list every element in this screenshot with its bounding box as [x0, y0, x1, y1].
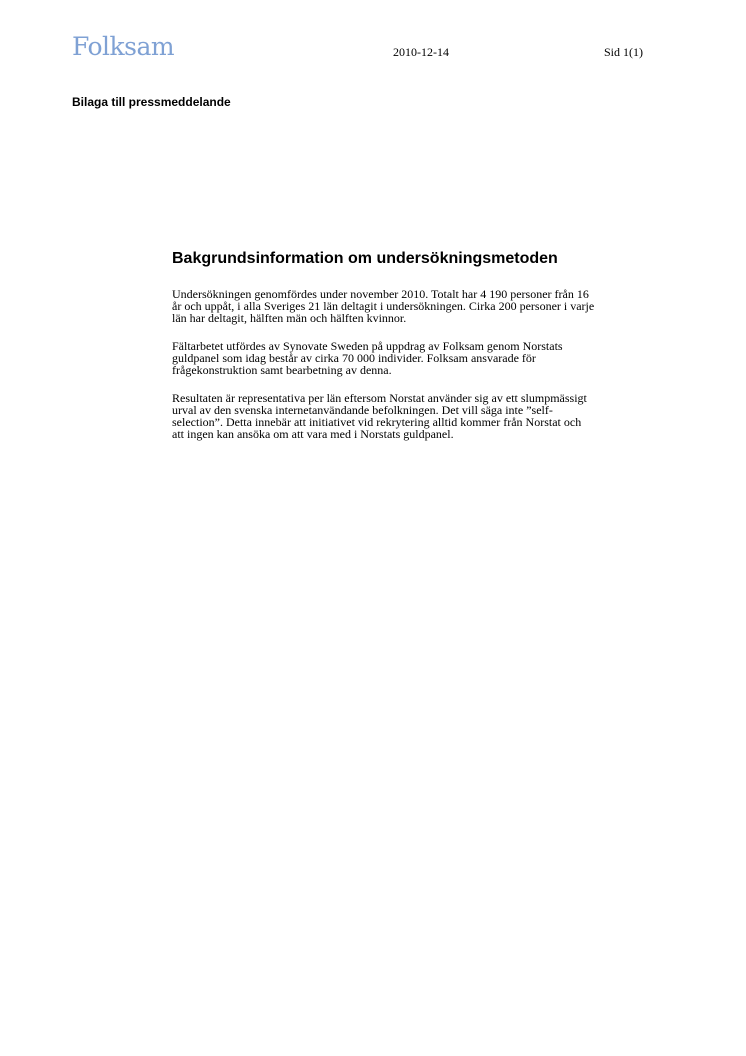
text-line: Undersökningen genomfördes under november 2010. Totalt har 4 190 personer från 16 [172, 287, 589, 301]
section-heading: Bakgrundsinformation om undersökningsmetoden [172, 250, 558, 267]
folksam-logo: Folksam [72, 32, 175, 61]
page-number: Sid 1(1) [604, 45, 643, 59]
document-date: 2010-12-14 [393, 45, 449, 59]
section-body [172, 288, 672, 456]
text-line: frågekonstruktion samt bearbetning av denna. [172, 363, 392, 377]
text-line: Resultaten är representativa per län eftersom Norstat använder sig av ett slumpmässigt [172, 391, 587, 405]
text-line: år och uppåt, i alla Sveriges 21 län deltagit i undersökningen. Cirka 200 personer i varje [172, 299, 595, 313]
text-line: att ingen kan ansöka om att vara med i Norstats guldpanel. [172, 427, 454, 441]
text-line: selection”. Detta innebär att initiativet vid rekrytering alltid kommer från Norstat och [172, 415, 582, 429]
paragraph [172, 288, 672, 324]
attachment-label: Bilaga till pressmeddelande [72, 95, 231, 109]
text-line: Fältarbetet utfördes av Synovate Sweden på uppdrag av Folksam genom Norstats [172, 339, 563, 353]
text-line: urval av den svenska internetanvändande befolkningen. Det vill säga inte ”self- [172, 403, 553, 417]
text-line: län har deltagit, hälften män och hälften kvinnor. [172, 311, 407, 325]
paragraph [172, 340, 672, 376]
paragraph [172, 392, 672, 440]
text-line: guldpanel som idag består av cirka 70 000 individer. Folksam ansvarade för [172, 351, 536, 365]
